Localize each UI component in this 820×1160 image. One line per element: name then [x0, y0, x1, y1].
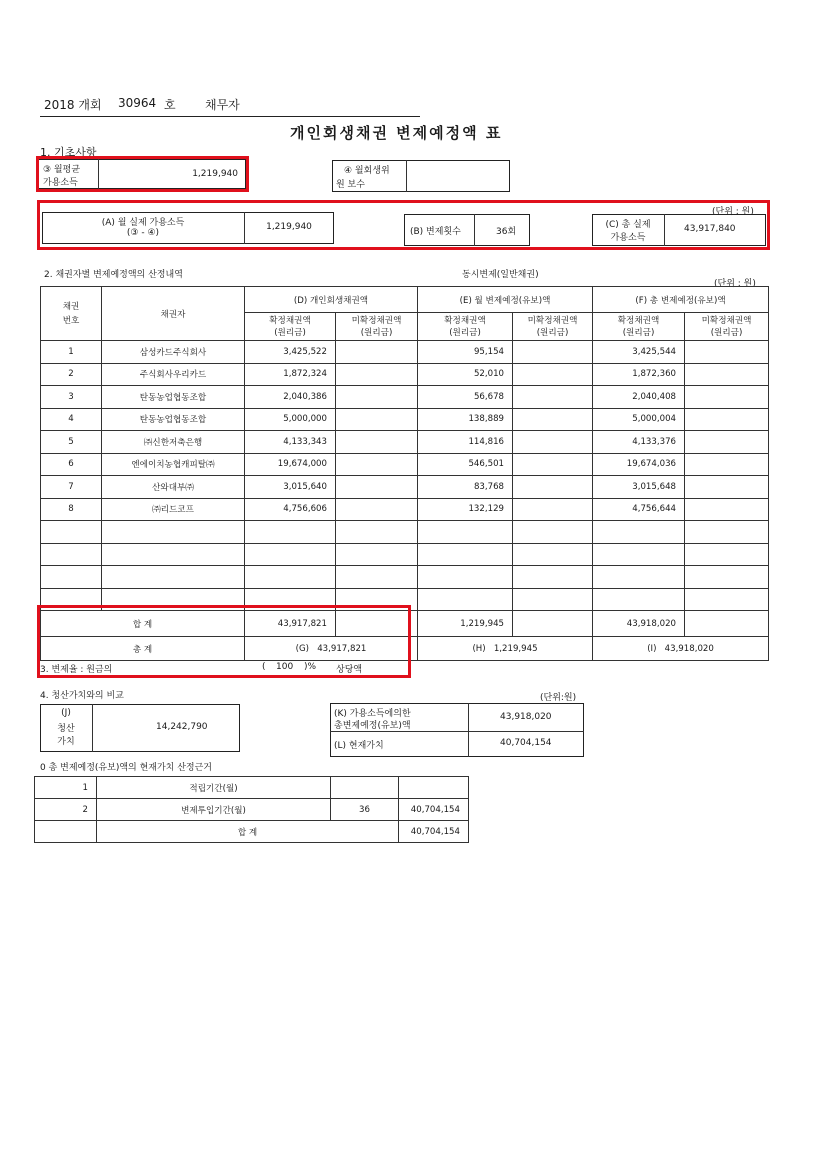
creditor-cell-e2: [513, 521, 593, 544]
creditor-cell-f2: [685, 386, 769, 409]
subtotal-e2: [513, 611, 593, 637]
creditor-cell-d1: 3,015,640: [245, 476, 336, 499]
sub-confirmed-f: [593, 313, 685, 341]
creditor-cell-no: 2: [41, 363, 102, 386]
pv-cell-months: 36: [331, 799, 399, 821]
available-total-label: (K) 가용소득에의한: [334, 709, 411, 719]
total-h: [418, 637, 593, 661]
repayment-rate-label: 3. 변제율 : 원금의: [40, 665, 113, 675]
subtotal-d: 43,917,821: [245, 611, 336, 637]
available-income-label-2: (③ - ④): [126, 228, 160, 238]
unit-label-2: (단위 : 원): [714, 279, 756, 289]
sub-label: 확정채권액: [444, 315, 486, 326]
available-income-label: (A) 월 실제 가용소득: [101, 218, 185, 228]
sub-label: 미확정채권액: [351, 315, 402, 326]
creditor-cell-f2: [685, 341, 769, 364]
liquidation-label-1: (J): [61, 708, 71, 718]
creditor-cell-no: 8: [41, 498, 102, 521]
trustee-fee-label: ④ 월회생위: [344, 166, 390, 176]
sub-label: (원리금): [449, 327, 481, 338]
creditor-cell-no: 6: [41, 453, 102, 476]
pv-total-label: 합 계: [97, 821, 399, 843]
creditor-row: [41, 341, 769, 364]
creditor-cell-d1: 19,674,000: [245, 453, 336, 476]
repayment-rate-open: (: [262, 662, 266, 672]
sub-unconfirmed-e: [513, 313, 593, 341]
creditor-cell-no: 4: [41, 408, 102, 431]
creditor-cell-f1: [593, 543, 685, 566]
creditor-cell-e2: [513, 566, 593, 589]
creditor-cell-d1: 2,040,386: [245, 386, 336, 409]
present-value-table: [34, 776, 469, 843]
pv-cell-label: 변제투입기간(월): [97, 799, 331, 821]
divider: [406, 160, 407, 192]
creditor-row: [41, 408, 769, 431]
creditor-row: [41, 431, 769, 454]
header-underline: [40, 116, 420, 117]
repayment-count-value: 36회: [496, 227, 517, 237]
subtotal-f: 43,918,020: [593, 611, 685, 637]
creditor-cell-f2: [685, 476, 769, 499]
creditor-cell-creditor: 삼성카드주식회사: [102, 341, 245, 364]
creditor-cell-d1: 5,000,000: [245, 408, 336, 431]
header-col-e: (E) 월 변제예정(유보)액: [418, 287, 593, 313]
creditor-cell-e1: [418, 543, 513, 566]
total-i-tag: (I): [647, 643, 657, 654]
sub-unconfirmed-f: [685, 313, 769, 341]
creditor-cell-f1: 2,040,408: [593, 386, 685, 409]
creditor-cell-creditor: 탄동농업협동조합: [102, 408, 245, 431]
sub-label: 확정채권액: [617, 315, 660, 326]
creditor-row: [41, 476, 769, 499]
present-value-label: (L) 현재가치: [334, 741, 384, 751]
creditor-cell-e1: [418, 588, 513, 611]
total-i: [593, 637, 769, 661]
pv-row: [35, 777, 469, 799]
creditor-cell-e1: 83,768: [418, 476, 513, 499]
section4-heading: 4. 청산가치와의 비교: [40, 691, 124, 701]
sub-label: (원리금): [274, 327, 306, 338]
creditor-row: [41, 453, 769, 476]
creditor-cell-e2: [513, 431, 593, 454]
creditor-row: [41, 363, 769, 386]
creditor-cell-d1: 4,756,606: [245, 498, 336, 521]
debtor-label: 채무자: [205, 98, 240, 112]
highlight-monthly-income: [36, 156, 249, 192]
creditor-row: [41, 498, 769, 521]
section5-heading: 0 총 변제예정(유보)액의 현재가치 산정근거: [40, 763, 212, 773]
total-income-label: (C) 총 실제: [605, 220, 651, 230]
creditor-cell-creditor: 산와대부㈜: [102, 476, 245, 499]
creditor-cell-d2: [336, 363, 418, 386]
pv-total-row: [35, 821, 469, 843]
header-creditor: 채권자: [102, 287, 245, 341]
repayment-method: 동시변제(일반채권): [462, 270, 539, 280]
creditor-row: [41, 566, 769, 589]
total-g-tag: (G): [295, 643, 309, 654]
creditor-cell-no: [41, 543, 102, 566]
page-title: 개인회생채권 변제예정액 표: [290, 124, 503, 142]
creditor-cell-e1: 546,501: [418, 453, 513, 476]
creditor-cell-f2: [685, 363, 769, 386]
pv-cell-value: 40,704,154: [399, 799, 469, 821]
available-income-value: 1,219,940: [266, 222, 312, 232]
pv-cell-value: [399, 777, 469, 799]
repayment-rate-close: )%: [304, 662, 317, 672]
liquidation-label-2: 청산: [57, 724, 75, 734]
creditor-cell-no: 5: [41, 431, 102, 454]
creditor-cell-e1: 138,889: [418, 408, 513, 431]
creditor-cell-f2: [685, 588, 769, 611]
total-g-value: 43,917,821: [317, 643, 367, 654]
total-h-value: 1,219,945: [493, 643, 538, 654]
creditor-cell-f1: 4,133,376: [593, 431, 685, 454]
creditor-cell-e2: [513, 408, 593, 431]
creditor-cell-no: 1: [41, 341, 102, 364]
creditor-cell-e2: [513, 543, 593, 566]
sub-label: (원리금): [536, 327, 569, 338]
sub-confirmed-e: [418, 313, 513, 341]
creditor-cell-f2: [685, 566, 769, 589]
unit-label-3: (단위:원): [540, 693, 577, 703]
creditor-cell-f2: [685, 431, 769, 454]
sub-label: (원리금): [360, 327, 393, 338]
creditor-cell-f2: [685, 521, 769, 544]
creditor-cell-e1: 56,678: [418, 386, 513, 409]
total-h-tag: (H): [472, 643, 486, 654]
creditor-cell-f1: [593, 566, 685, 589]
creditor-cell-f1: [593, 521, 685, 544]
creditor-cell-d2: [336, 386, 418, 409]
monthly-income-label-2: 가용소득: [43, 178, 78, 188]
creditor-cell-f1: 5,000,004: [593, 408, 685, 431]
creditor-cell-e1: 114,816: [418, 431, 513, 454]
creditor-cell-no: [41, 566, 102, 589]
creditor-cell-d2: [336, 341, 418, 364]
creditor-cell-e1: 132,129: [418, 498, 513, 521]
creditor-cell-e1: 95,154: [418, 341, 513, 364]
available-total-value: 43,918,020: [500, 712, 552, 722]
creditor-cell-e2: [513, 453, 593, 476]
monthly-income-label: ③ 월평균: [43, 165, 81, 175]
repayment-rate-suffix: 상당액: [336, 665, 363, 675]
creditor-cell-d1: 3,425,522: [245, 341, 336, 364]
sub-unconfirmed-d: [336, 313, 418, 341]
creditor-cell-f1: 4,756,644: [593, 498, 685, 521]
sub-label: (원리금): [622, 327, 655, 338]
highlight-totals: [37, 605, 411, 678]
pv-total-value: 40,704,154: [399, 821, 469, 843]
sub-confirmed-d: [245, 313, 336, 341]
header-creditor-no-line1: 채권: [62, 301, 80, 312]
creditor-cell-d2: [336, 566, 418, 589]
subtotal-e: 1,219,945: [418, 611, 513, 637]
subtotal-label: 합 계: [41, 611, 245, 637]
available-total-label-2: 총변제예정(유보)액: [334, 721, 411, 731]
creditor-cell-no: [41, 521, 102, 544]
header-col-f: (F) 총 변제예정(유보)액: [593, 287, 769, 313]
pv-cell-label: 적립기간(월): [97, 777, 331, 799]
creditor-cell-e1: [418, 566, 513, 589]
repayment-rate-value: 100: [276, 662, 294, 672]
creditor-cell-d1: 1,872,324: [245, 363, 336, 386]
divider: [468, 703, 469, 757]
creditor-cell-d1: [245, 566, 336, 589]
case-suffix: 호: [164, 98, 176, 112]
case-year: 2018 개회: [44, 98, 102, 112]
subtotal-f2: [685, 611, 769, 637]
creditor-cell-f1: 1,872,360: [593, 363, 685, 386]
sub-label: 미확정채권액: [527, 315, 578, 326]
header-creditor-no-line2: 번호: [62, 315, 80, 326]
case-number: 30964: [118, 96, 157, 110]
creditor-cell-f1: 19,674,036: [593, 453, 685, 476]
unit-label-1: (단위 : 원): [712, 207, 754, 217]
creditor-cell-creditor: ㈜리드코프: [102, 498, 245, 521]
creditor-cell-d1: [245, 543, 336, 566]
creditor-cell-d1: 4,133,343: [245, 431, 336, 454]
creditor-cell-e2: [513, 386, 593, 409]
creditor-cell-f2: [685, 498, 769, 521]
pv-total-blank: [35, 821, 97, 843]
creditor-cell-creditor: 주식회사우리카드: [102, 363, 245, 386]
header-col-d: (D) 개인회생채권액: [245, 287, 418, 313]
total-label: 총 계: [41, 637, 245, 661]
creditor-cell-e2: [513, 498, 593, 521]
creditor-cell-d2: [336, 431, 418, 454]
creditor-cell-f1: 3,425,544: [593, 341, 685, 364]
creditor-cell-f1: 3,015,648: [593, 476, 685, 499]
monthly-income-value: 1,219,940: [192, 169, 238, 179]
creditor-cell-d2: [336, 453, 418, 476]
creditor-cell-d2: [336, 408, 418, 431]
creditor-cell-e2: [513, 476, 593, 499]
creditor-cell-d2: [336, 476, 418, 499]
repayment-count-label: (B) 변제횟수: [410, 227, 461, 237]
sub-label: 미확정채권액: [701, 315, 752, 326]
liquidation-value: 14,242,790: [156, 722, 208, 732]
creditor-cell-e1: 52,010: [418, 363, 513, 386]
creditor-cell-e2: [513, 588, 593, 611]
creditor-cell-d2: [336, 521, 418, 544]
creditor-cell-e2: [513, 363, 593, 386]
creditor-cell-creditor: [102, 566, 245, 589]
present-value-value: 40,704,154: [500, 738, 552, 748]
total-i-value: 43,918,020: [664, 643, 714, 654]
pv-cell-months: [331, 777, 399, 799]
creditor-cell-creditor: 탄동농업협동조합: [102, 386, 245, 409]
creditor-cell-e1: [418, 521, 513, 544]
present-value-rows: [35, 777, 469, 821]
creditor-cell-creditor: [102, 521, 245, 544]
creditor-row: [41, 521, 769, 544]
highlight-basic-amounts: [37, 200, 770, 250]
creditor-cell-f2: [685, 543, 769, 566]
trustee-fee-label-2: 원 보수: [336, 180, 365, 190]
liquidation-label-3: 가치: [57, 737, 75, 747]
creditor-rows: [41, 341, 769, 611]
section2-heading: 2. 채권자별 변제예정액의 산정내역: [44, 270, 183, 280]
creditor-row: [41, 543, 769, 566]
divider: [330, 731, 584, 732]
sub-label: (원리금): [710, 327, 743, 338]
creditor-cell-d1: [245, 521, 336, 544]
section1-heading: 1. 기초사항: [40, 146, 97, 159]
creditor-cell-no: 3: [41, 386, 102, 409]
creditor-row: [41, 386, 769, 409]
creditor-cell-f2: [685, 408, 769, 431]
header-creditor-no: [41, 287, 102, 341]
creditor-cell-creditor: [102, 543, 245, 566]
creditor-cell-creditor: ㈜신한저축은행: [102, 431, 245, 454]
pv-cell-no: 2: [35, 799, 97, 821]
creditor-cell-no: 7: [41, 476, 102, 499]
pv-cell-no: 1: [35, 777, 97, 799]
sub-label: 확정채권액: [269, 315, 311, 326]
creditor-cell-d2: [336, 498, 418, 521]
creditor-cell-f1: [593, 588, 685, 611]
creditor-cell-d2: [336, 543, 418, 566]
creditor-cell-e2: [513, 341, 593, 364]
pv-row: [35, 799, 469, 821]
creditor-cell-f2: [685, 453, 769, 476]
divider: [92, 704, 93, 752]
total-income-label-2: 가용소득: [610, 233, 646, 243]
creditor-cell-creditor: 엔에이치농협캐피탈㈜: [102, 453, 245, 476]
total-income-value: 43,917,840: [684, 224, 736, 234]
